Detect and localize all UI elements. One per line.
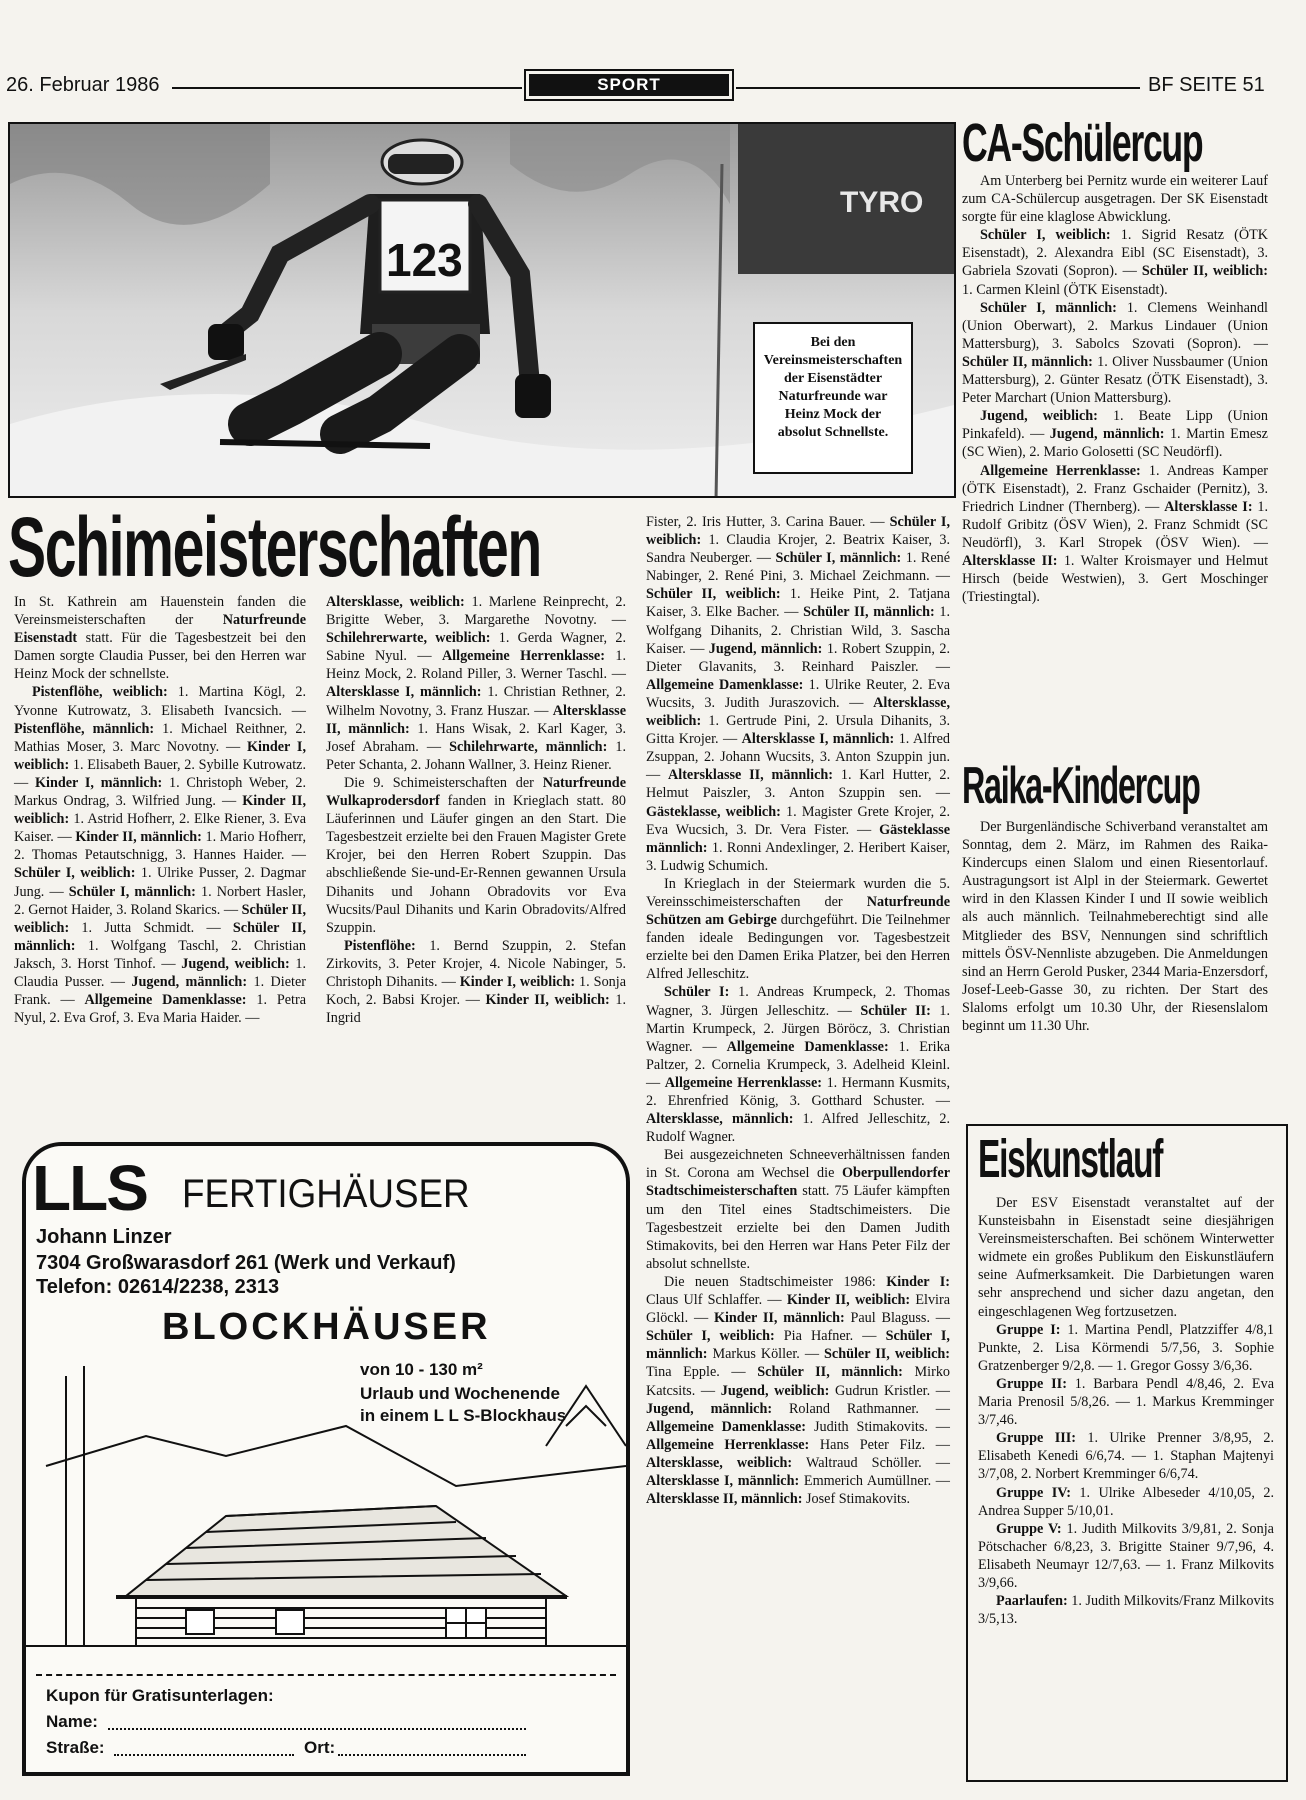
ad-phone: Telefon: 02614/2238, 2313 [36,1276,280,1298]
coupon-title: Kupon für Gratisunterlagen: [46,1686,274,1705]
ad-slogan-1: Urlaub und Wochenende [360,1384,560,1403]
article-paragraph: Jugend, weiblich: 1. Beate Lipp (Union Pinkafeld). — Jugend, männlich: 1. Martin Emesz (SC Wien), 2. Mario Golosetti (SC Neudörfl). [962,408,1268,461]
article-paragraph: Die neuen Stadtschimeister 1986: Kinder I: Claus Ulf Schlaffer. — Kinder II, weiblich: Elvira Glöckl. — Kinder II, männlich: Paul Blaguss. — Schüler I, weiblich: Pia Hafner. — Schüler I, männlich: Markus Köller. — Schüler II, weiblich: Tina Epple. — Schüler II, männlich: Mirko Katcsits. — Jugend, weiblich: Gudrun Kristler. — Jugend, männlich: Roland Rathmanner. — Allgemeine Damenklasse: Judith Stimakovits. — Allgemeine Herrenklasse: Hans Peter Filz. — Altersklasse, weiblich: Waltraud Schöller. — Altersklasse I, männlich: Emmerich Aumüllner. — Altersklasse II, männlich: Josef Stimakovits. [646,1273,951,1508]
article-paragraph: Fister, 2. Iris Hutter, 3. Carina Bauer. — Schüler I, weiblich: 1. Claudia Krojer, 2. Beatrix Kaiser, 3. Sandra Neuberger. — Schüler I, männlich: 1. René Nabinger, 2. René Pini, 3. Michael Zeichmann. — Schüler II, weiblich: 1. Heike Pint, 2. Tatjana Kaiser, 3. Elke Bacher. — Schüler II, männlich: 1. Wolfgang Dihanits, 2. Christian Wild, 3. Sascha Kaiser. — Jugend, männlich: 1. Robert Szuppin, 2. Dieter Glavanits, 3. Reinhard Paiszler. — Allgemeine Damenklasse: 1. Ulrike Reuter, 2. Eva Wucsits, 3. Judith Juraszovich. — Altersklasse, weiblich: 1. Gertrude Pini, 2. Ursula Dihanits, 3. Gitta Krojer. — Altersklasse I, männlich: 1. Alfred Zsuppan, 2. Johann Wucsits, 3. Anton Szuppin jun. — Altersklasse II, männlich: 1. Karl Hutter, 2. Helmut Paiszler, 3. Anton Szuppin sen. — Gästeklasse, weiblich: 1. Magister Grete Krojer, 2. Eva Wucsich, 3. Dr. Vera Fister. — Gästeklasse männlich: 1. Ronni Andexlinger, 2. Heribert Kaiser, 3. Ludwig Schumich. [646,514,951,874]
issue-date: 26. Februar 1986 [6,74,160,96]
article-column-2 [326,593,626,1027]
eiskunstlauf-article [978,1194,1274,1628]
lls-logo: LLS [32,1152,147,1224]
header-rule-right [736,87,1140,89]
raika-headline: Raika-Kindercup [962,757,1200,815]
bib-number: 123 [386,234,463,286]
article-paragraph: Gruppe IV: 1. Ulrike Albeseder 4/10,05, 2. Andrea Supper 5/10,01. [978,1484,1274,1519]
article-paragraph: Der ESV Eisenstadt veranstaltet auf der Kunsteisbahn in Eisenstadt seine diesjährigen Vereinsmeisterschaften. Bei schönem Winterwetter widmete ein großes Publikum den Eiskunstläufern seine Aufmerksamkeit. Die Darbietungen waren sehr ansprechend und sicher dazu angetan, den eingeschlagenen Weg fortzusetzen. [978,1195,1274,1320]
coupon-city-field[interactable] [338,1754,526,1756]
article-paragraph: Schüler I: 1. Andreas Krumpeck, 2. Thomas Wagner, 3. Jürgen Jelleschitz. — Schüler II: 1. Martin Krumpeck, 2. Jürgen Böröcz, 3. Christian Wagner. — Allgemeine Damenklasse: 1. Erika Paltzer, 2. Cornelia Krumpeck, 3. Adelheid Kleinl. — Allgemeine Herrenklasse: 1. Hermann Kusmits, 2. Ehrenfried König, 3. Gotthard Schuster. — Altersklasse, männlich: 1. Alfred Jelleschitz, 2. Rudolf Wagner. [646,984,951,1146]
ca-cup-article [962,172,1268,606]
section-label: SPORT [529,74,729,96]
article-column-3 [646,513,950,1508]
article-paragraph: In St. Kathrein am Hauenstein fanden die Vereinsmeisterschaften der Naturfreunde Eisenstadt statt. Für die Tagesbestzeit bei den Damen sorgte Claudia Pusser, bei den Herren war Heinz Mock der schnellste. [14,594,306,683]
page-number: BF SEITE 51 [1148,74,1265,96]
article-paragraph: Allgemeine Herrenklasse: 1. Andreas Kamper (ÖTK Eisenstadt), 2. Franz Gschaider (Pernitz), 3. Friedrich Lindner (Thernberg). — Altersklasse I: 1. Rudolf Gribitz (ÖSV Wien), 2. Franz Schmidt (SC Neudörfl), 3. Karl Stropek (ÖSV Wien). — Altersklasse II: 1. Walter Kroismayer und Helmut Hirsch (beide Westwien), 3. Gert Moschinger (Triestingtal). [962,462,1269,606]
article-column-1 [14,593,306,1027]
raika-article [962,818,1268,1035]
ad-size: von 10 - 130 m² [360,1360,483,1379]
coupon-street-field[interactable] [114,1754,294,1756]
banner-text: TYRO [840,186,924,219]
article-paragraph: Gruppe III: 1. Ulrike Prenner 3/8,95, 2. Elisabeth Kenedi 6/6,74. — 1. Staphan Majtenyi 3/7,08, 2. Norbert Kremminger 6/6,74. [978,1430,1274,1483]
article-paragraph: Pistenflöhe, weiblich: 1. Martina Kögl, 2. Yvonne Kutrowatz, 3. Elisabeth Ivancsich. — Pistenflöhe, männlich: 1. Michael Reithner, 2. Mathias Moser, 3. Marc Novotny. — Kinder I, weiblich: 1. Elisabeth Bauer, 2. Sybille Kutrowatz. — Kinder I, männlich: 1. Christoph Weber, 2. Markus Ondrag, 3. Wilfried Jung. — Kinder II, weiblich: 1. Astrid Hofherr, 2. Elke Riener, 3. Eva Kaiser. — Kinder II, männlich: 1. Mario Hofherr, 2. Thomas Petautschnigg, 3. Hannes Haider. — Schüler I, weiblich: 1. Ulrike Pusser, 2. Dagmar Jung. — Schüler I, männlich: 1. Norbert Hasler, 2. Gernot Haider, 3. Roland Skarics. — Schüler II, weiblich: 1. Jutta Schmidt. — Schüler II, männlich: 1. Wolfgang Taschl, 2. Christian Jaksch, 3. Horst Tinhof. — Jugend, weiblich: 1. Claudia Pusser. — Jugend, männlich: 1. Dieter Frank. — Allgemeine Damenklasse: 1. Petra Nyul, 2. Eva Grof, 3. Eva Maria Haider. — [14,684,307,1027]
article-paragraph: Gruppe I: 1. Martina Pendl, Platzziffer 4/8,1 Punkte, 2. Lisa Körmendi 5/7,56, 3. Sophie Gratzenberger 9/2,8. — 1. Gregor Gossy 3/6,36. [978,1321,1274,1374]
article-paragraph: Paarlaufen: 1. Judith Milkovits/Franz Milkovits 3/5,13. [978,1593,1274,1628]
coupon-city-label: Ort: [304,1738,336,1757]
ad-product: BLOCKHÄUSER [162,1306,491,1348]
section-label-box [524,69,734,101]
lls-advertisement [22,1142,630,1776]
article-paragraph: Gruppe II: 1. Barbara Pendl 4/8,46, 2. Eva Maria Prenosil 5/8,26. — 1. Markus Kremminger 3/7,46. [978,1375,1274,1429]
ca-cup-headline: CA-Schülercup [962,113,1203,173]
log-cabin-drawing [26,1346,626,1666]
ad-brand: FERTIGHÄUSER [182,1172,470,1216]
article-paragraph: Altersklasse, weiblich: 1. Marlene Reinprecht, 2. Brigitte Weber, 3. Margarethe Novotny. — Schilehrerwarte, weiblich: 1. Gerda Wagner, 2. Sabine Nyul. — Allgemeine Herrenklasse: 1. Heinz Mock, 2. Roland Piller, 3. Werner Taschl. — Altersklasse I, männlich: 1. Christian Rethner, 2. Wilhelm Novotny, 3. Franz Huszar. — Altersklasse II, männlich: 1. Hans Wisak, 2. Karl Kager, 3. Josef Abraham. — Schilehrwarte, männlich: 1. Peter Schanta, 2. Johann Wallner, 3. Heinz Riener. [326,594,627,773]
coupon-name-label: Name: [46,1712,98,1731]
article-paragraph: Schüler I, männlich: 1. Clemens Weinhandl (Union Oberwart), 2. Markus Lindauer (Union Mattersburg), 3. Sabolcs Szovati (Sopron). — Schüler II, männlich: 1. Oliver Nussbaumer (Union Mattersburg), 2. Günter Resatz (ÖTK Eisenstadt), 3. Peter Marchart (Union Mattersburg). [962,299,1268,407]
coupon-street-label: Straße: [46,1738,105,1757]
coupon-cut-line [36,1674,616,1676]
article-paragraph: Die 9. Schimeisterschaften der Naturfreunde Wulkaprodersdorf fanden in Krieglach statt. 80 Läuferinnen und Läufer gingen an den Start. Die Tagesbestzeit erzielte bei den Frauen Magister Grete Krojer, bei den Herren Robert Szuppin. Das abschließende Sie-und-Er-Rennen gewannen Ursula Dihanits und Johann Obradovits vor Eva Wucsits/Paul Dihanits und Karin Obradovits/Alfred Szuppin. [326,774,626,936]
header-rule-left [172,87,522,89]
article-paragraph: Schüler I, weiblich: 1. Sigrid Resatz (ÖTK Eisenstadt), 2. Alexandra Eibl (SC Eisenstadt), 3. Gabriela Szovati (Sopron). — Schüler II, weiblich: 1. Carmen Kleinl (ÖTK Eisenstadt). [962,227,1268,298]
article-paragraph: Bei ausgezeichneten Schneeverhältnissen fanden in St. Corona am Wechsel die Oberpullendorfer Stadtschimeisterschaften statt. 75 Läufer kämpften um den Titel eines Stadtschimeisters. Die Tagesbestzeit erzielte bei den Damen Judith Stimakovits, bei den Herren war Hans Peter Filz der absolut schnellste. [646,1147,950,1272]
photo-caption: Bei den Vereinsmeisterschaften der Eisenstädter Naturfreunde war Heinz Mock der absolut Schnellste. [753,322,913,474]
article-paragraph: Am Unterberg bei Pernitz wurde ein weiterer Lauf zum CA-Schülercup ausgetragen. Der SK Eisenstadt sorgte für eine klaglose Abwicklung. [962,173,1268,226]
article-paragraph: In Krieglach in der Steiermark wurden die 5. Vereinsschimeisterschaften der Naturfreunde Schützen am Gebirge durchgeführt. Die Teilnehmer fanden ideale Bedingungen vor. Tagesbestzeit erzielte bei den Damen Erika Platzer, bei den Herren Alfred Jelleschitz. [646,875,950,983]
main-headline: Schimeisterschaften [8,500,541,594]
eiskunstlauf-headline: Eiskunstlauf [978,1129,1163,1189]
article-paragraph: Gruppe V: 1. Judith Milkovits 3/9,81, 2. Sonja Pötschacher 6/8,23, 3. Brigitte Stainer 9/7,96, 4. Elisabeth Neumayr 12/7,63. — 1. Franz Milkovits 3/9,66. [978,1520,1274,1591]
article-paragraph: Der Burgenländische Schiverband veranstaltet am Sonntag, dem 2. März, im Rahmen des Raika-Kindercups einen Slalom und einen Riesentorlauf. Austragungsort ist Alpl in der Steiermark. Gewertet wird in den Klassen Kinder I und II sowie weiblich als auch männlich. Teilnahmeberechtigt sind alle Mitglieder des BSV, Nennungen sind schriftlich mittels ÖSV-Nennliste abzugeben. Die Anmeldungen sind an Herrn Gerold Pusker, 2344 Maria-Enzersdorf, Josef-Leeb-Gasse 30, zu richten. Der Start des Slaloms erfolgt um 10.30 Uhr, der Riesenslalom beginnt um 11.30 Uhr. [962,819,1268,1035]
article-paragraph: Pistenflöhe: 1. Bernd Szuppin, 2. Stefan Zirkovits, 3. Peter Krojer, 4. Nicole Nabinger, 5. Christoph Dihanits. — Kinder I, weiblich: 1. Sonja Koch, 2. Babsi Krojer. — Kinder II, weiblich: 1. Ingrid [326,937,627,1027]
ad-owner: Johann Linzer [36,1226,172,1248]
ad-slogan-2: in einem L L S-Blockhaus [360,1406,567,1425]
coupon-name-field[interactable] [108,1728,526,1730]
ad-address: 7304 Großwarasdorf 261 (Werk und Verkauf) [36,1252,456,1274]
